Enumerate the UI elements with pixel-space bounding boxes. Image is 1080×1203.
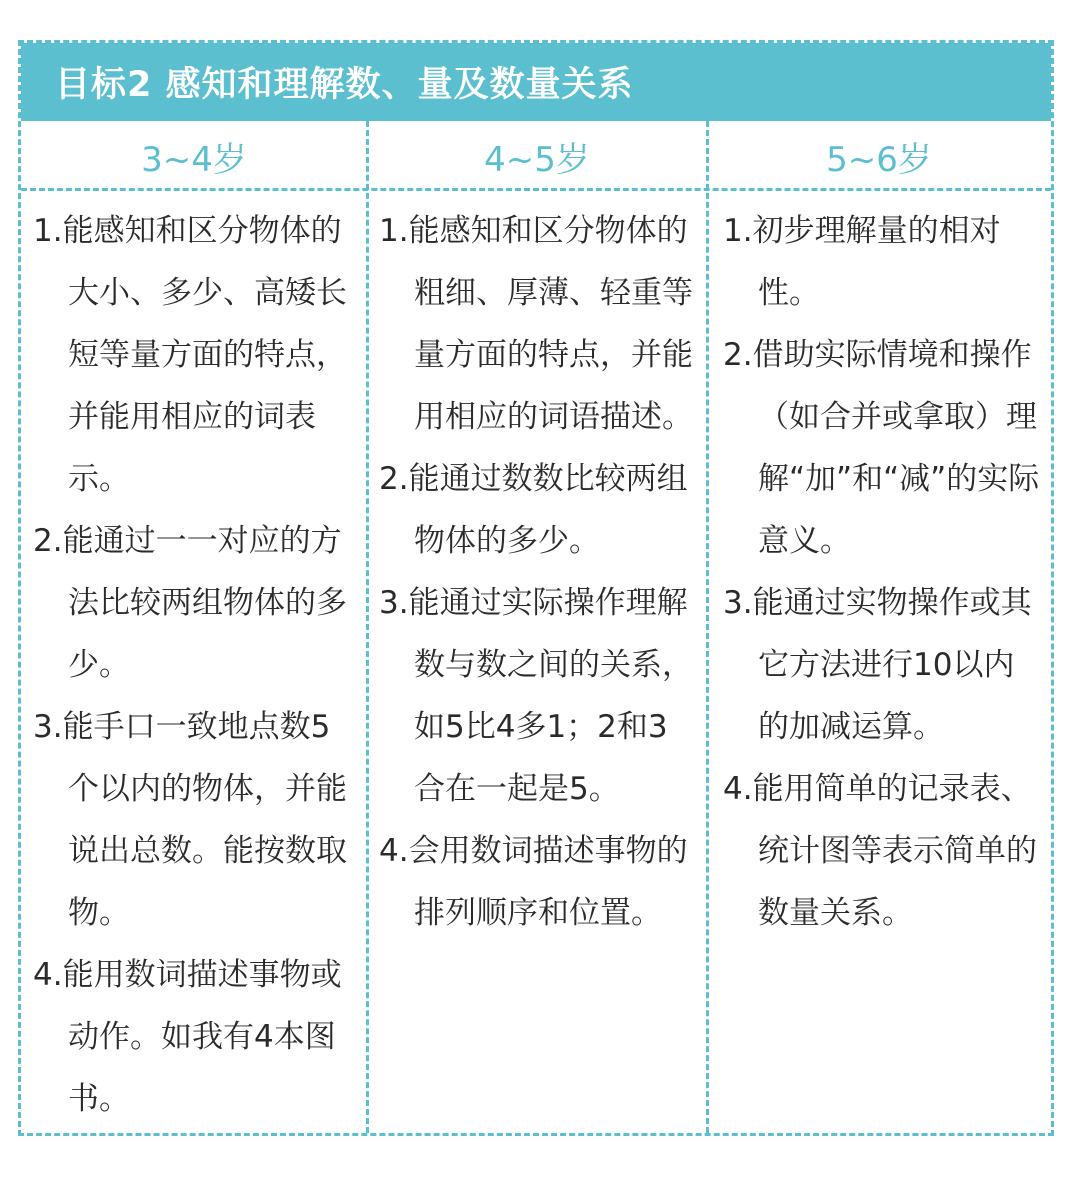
list-item: 2.能通过数数比较两组物体的多少。	[379, 461, 688, 559]
list-item: 4.能用简单的记录表、统计图等表示简单的数量关系。	[723, 771, 1037, 931]
column-header-3-4: 3~4岁	[141, 139, 247, 180]
list-item: 1.能感知和区分物体的大小、多少、高矮长短等量方面的特点，并能用相应的词表示。	[33, 213, 347, 497]
table-title: 目标2 感知和理解数、量及数量关系	[55, 65, 634, 105]
list-item: 2.借助实际情境和操作（如合并或拿取）理解“加”和“减”的实际意义。	[723, 337, 1040, 559]
column-header-4-5: 4~5岁	[484, 139, 590, 180]
list-item: 4.会用数词描述事物的排列顺序和位置。	[379, 833, 688, 931]
list-item: 3.能手口一致地点数5个以内的物体，并能说出总数。能按数取物。	[33, 709, 347, 931]
list-item: 3.能通过实际操作理解数与数之间的关系，如5比4多1；2和3合在一起是5。	[379, 585, 693, 807]
column-header-5-6: 5~6岁	[826, 139, 932, 180]
list-item: 2.能通过一一对应的方法比较两组物体的多少。	[33, 523, 347, 683]
column-divider	[706, 121, 709, 1133]
list-item: 1.能感知和区分物体的粗细、厚薄、轻重等量方面的特点，并能用相应的词语描述。	[379, 213, 693, 435]
column-4-5	[379, 200, 695, 944]
column-divider	[366, 121, 369, 1133]
list-item: 1.初步理解量的相对性。	[723, 213, 1001, 311]
column-5-6	[723, 200, 1041, 944]
header-divider	[21, 188, 1051, 191]
goal-table	[18, 40, 1054, 1136]
title-bar	[21, 43, 1051, 121]
column-3-4	[33, 200, 353, 1130]
list-item: 4.能用数词描述事物或动作。如我有4本图书。	[33, 957, 342, 1117]
list-item: 3.能通过实物操作或其它方法进行10以内的加减运算。	[723, 585, 1032, 745]
